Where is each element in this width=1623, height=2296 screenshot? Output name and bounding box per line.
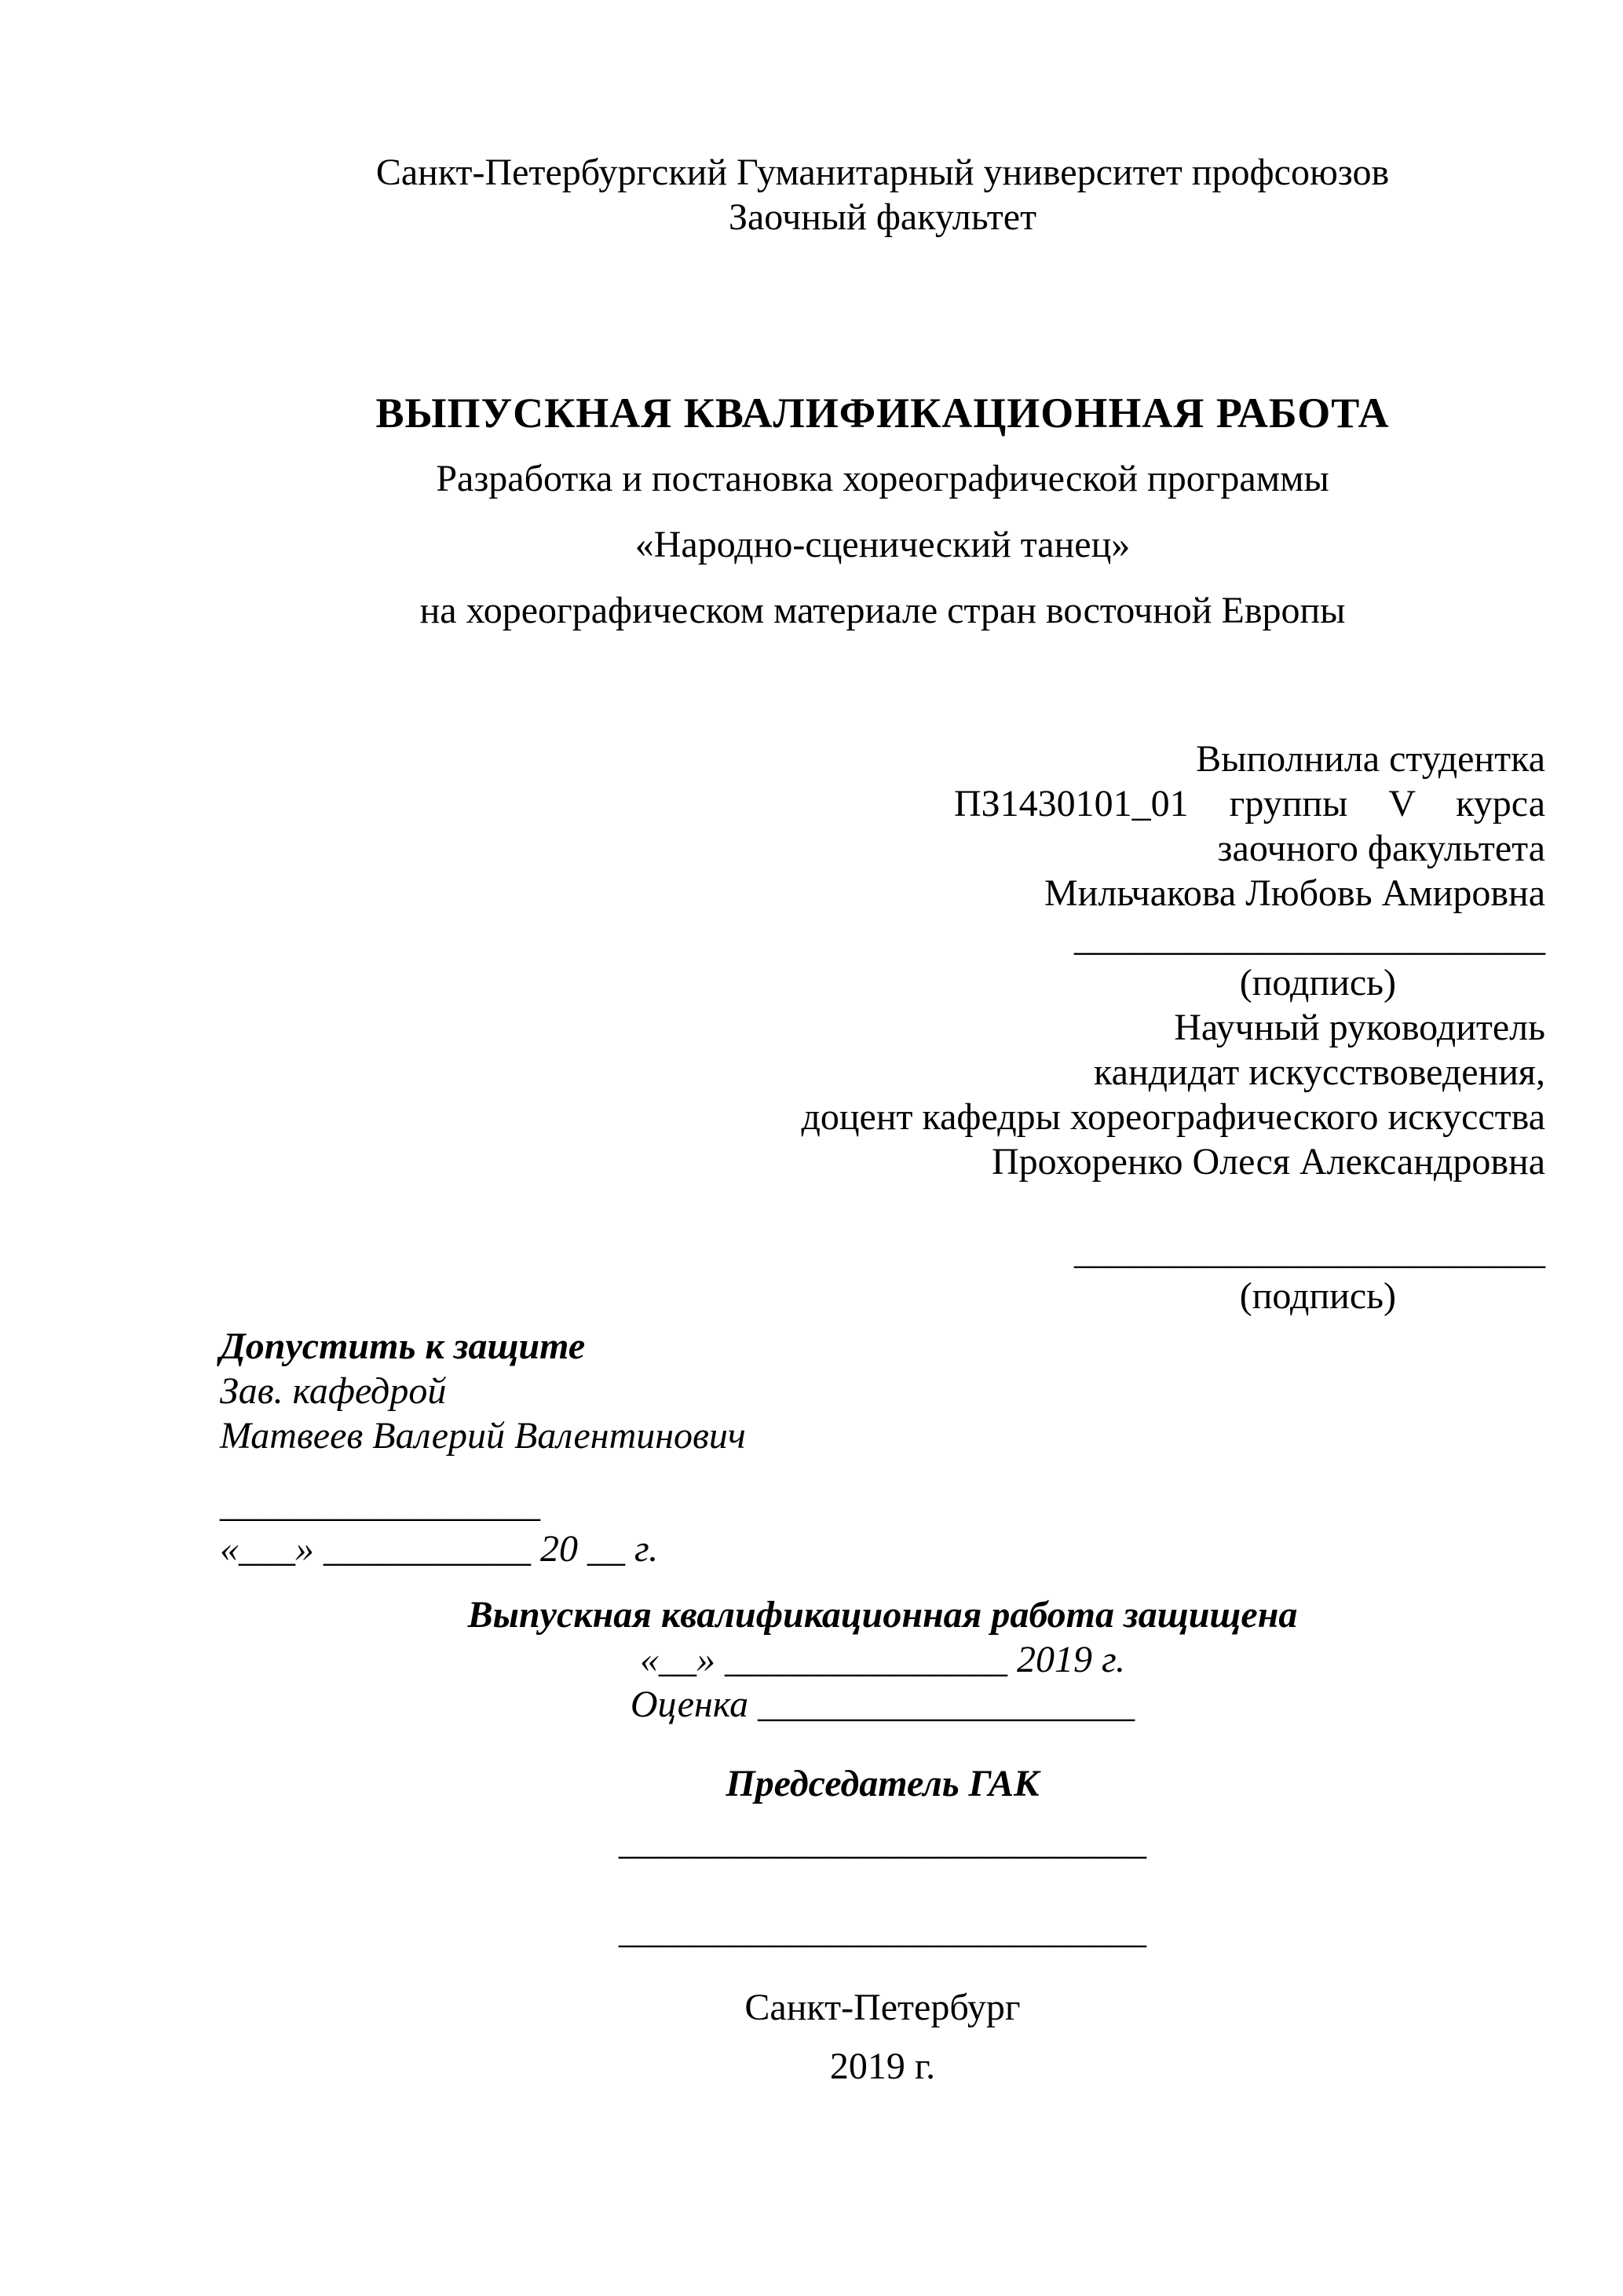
blank-gap <box>220 1864 1545 1908</box>
performer-signature-line: _________________________ <box>1074 917 1545 959</box>
subject-line-1: Разработка и постановка хореографической программы <box>436 458 1329 499</box>
admission-heading: Допустить к защите <box>220 1325 586 1367</box>
defense-block <box>220 1592 1545 1727</box>
defense-heading: Выпускная квалификационная работа защищена <box>467 1594 1298 1636</box>
performer-supervisor-block <box>220 737 1545 1318</box>
performer-faculty: заочного факультета <box>1217 828 1545 869</box>
performer-group: ПЗ1430101_01 группы V курса <box>953 783 1545 824</box>
university-header <box>220 150 1545 239</box>
supervisor-position: доцент кафедры хореографического искусства <box>801 1096 1545 1138</box>
admission-block <box>220 1324 746 1571</box>
subject-line-2: «Народно-сценический танец» <box>634 524 1131 565</box>
blank-line <box>220 1184 1545 1229</box>
work-title-block <box>220 380 1545 644</box>
chairman-block <box>220 1761 1545 1953</box>
supervisor-signature-caption: (подпись) <box>1239 1275 1396 1317</box>
supervisor-name: Прохоренко Олеся Александровна <box>991 1141 1545 1183</box>
admission-date-line: «___» ___________ 20 __ г. <box>220 1528 659 1570</box>
university-name: Санкт-Петербургский Гуманитарный университет профсоюзов <box>375 152 1390 193</box>
blank-gap <box>220 2030 1545 2044</box>
blank-gap <box>220 1806 1545 1819</box>
defense-date-line: «__» _______________ 2019 г. <box>639 1639 1126 1680</box>
subject-line-3: на хореографическом материале стран восточной Европы <box>419 590 1346 631</box>
performer-role: Выполнила студентка <box>1196 738 1545 780</box>
supervisor-role: Научный руководитель <box>1174 1007 1545 1048</box>
admission-signature-line: _________________ <box>220 1483 540 1525</box>
faculty-name: Заочный факультет <box>728 196 1037 238</box>
blank-gap <box>220 1458 746 1482</box>
supervisor-degree: кандидат искусствоведения, <box>1094 1051 1545 1093</box>
performer-signature-caption: (подпись) <box>1239 962 1396 1004</box>
performer-name: Мильчакова Любовь Амировна <box>1044 872 1545 914</box>
department-head-position: Зав. кафедрой <box>220 1370 447 1412</box>
chairman-signature-line-1: ____________________________ <box>619 1821 1146 1863</box>
department-head-name: Матвеев Валерий Валентинович <box>220 1415 746 1457</box>
city-name: Санкт-Петербург <box>744 1987 1021 2028</box>
city-year-footer <box>220 1985 1545 2089</box>
year: 2019 г. <box>829 2046 936 2087</box>
defense-grade-line: Оценка ____________________ <box>630 1684 1135 1725</box>
chairman-signature-line-2: ____________________________ <box>619 1910 1146 1951</box>
work-type-heading: ВЫПУСКНАЯ КВАЛИФИКАЦИОННАЯ РАБОТА <box>375 389 1390 437</box>
chairman-title: Председатель ГАК <box>726 1763 1040 1804</box>
supervisor-signature-line: _________________________ <box>1074 1230 1545 1272</box>
